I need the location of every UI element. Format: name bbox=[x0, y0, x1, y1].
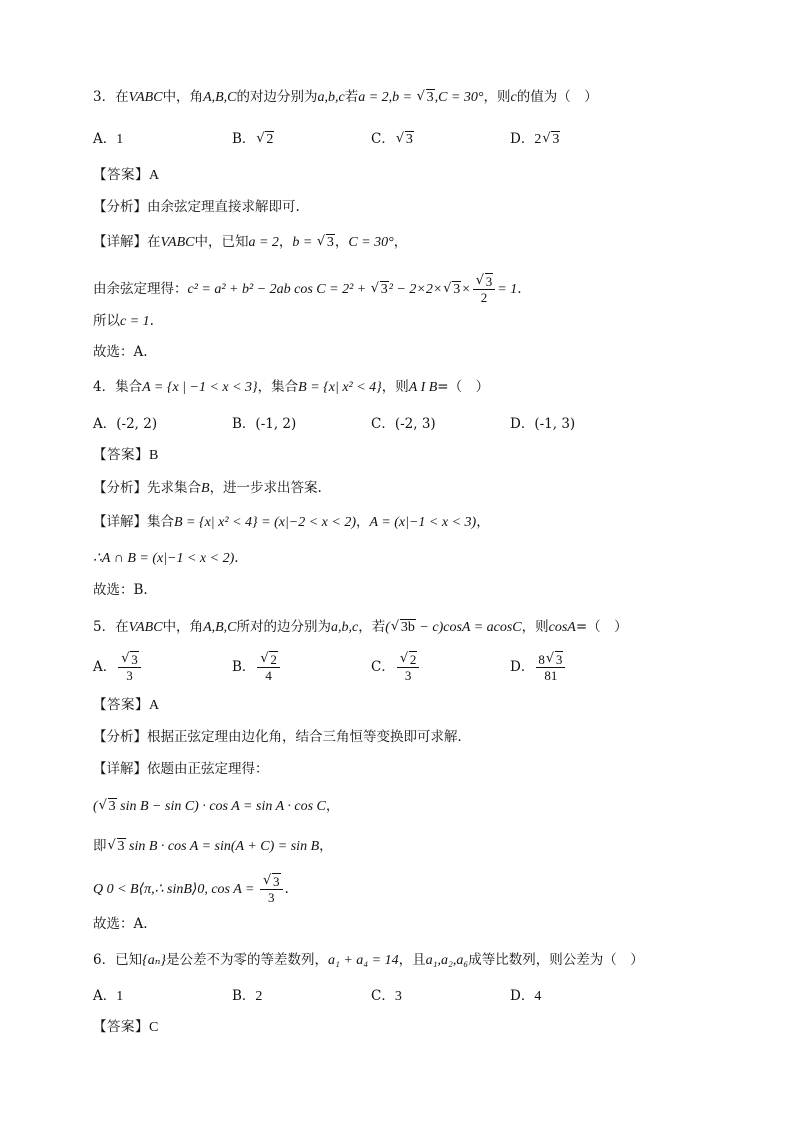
q5-detail-2: (√ 3 sin B − sin C) · cos A = sin A · cos C， bbox=[93, 796, 339, 817]
q3-number: 3． bbox=[93, 89, 116, 105]
q4-analysis: 【分析】先求集合B，进一步求出答案. bbox=[93, 480, 322, 496]
q5-option-d: D． $\frac{8√ 3}{81}$ bbox=[510, 652, 567, 683]
q5-detail-4: Q 0 < B⟨π,∴ sinB⟩0, cos A = √ $\frac{3}{3}$ . bbox=[93, 874, 289, 905]
q5-detail-3: 即√ 3 sin B · cos A = sin(A + C) = sin B， bbox=[93, 836, 333, 857]
q3-option-b: B．√ 2 bbox=[232, 129, 274, 150]
q4-option-c: C．(-2, 3) bbox=[371, 416, 436, 432]
q6-option-a: A．1 bbox=[93, 988, 124, 1004]
q5-option-a: A． √ $\frac{3}{3}$ bbox=[93, 652, 143, 683]
q3-answer: 【答案】A bbox=[93, 167, 160, 183]
q5-option-b: B． √ $\frac{2}{4}$ bbox=[232, 652, 282, 683]
q3-analysis: 【分析】由余弦定理直接求解即可. bbox=[93, 199, 300, 215]
q3-triangle: VABC bbox=[128, 90, 163, 105]
q3-stem: 3．在VABC中，角A,B,C的对边分别为a,b,c若a = 2,b = √ 3,C = 30°，则c的值为（ ） bbox=[93, 87, 598, 108]
q3-option-c: C．√ 3 bbox=[371, 129, 414, 150]
q5-analysis: 【分析】根据正弦定理由边化角，结合三角恒等变换即可求解． bbox=[93, 729, 471, 745]
q4-option-b: B．(-1, 2) bbox=[232, 416, 297, 432]
q5-answer: 【答案】A bbox=[93, 697, 160, 713]
q3-fraction: √ $\frac{3}{2}$ bbox=[473, 274, 496, 305]
q3-sqrt: √ 3 bbox=[417, 88, 435, 108]
q3-detail-3: 所以c = 1. bbox=[93, 313, 154, 329]
q5-stem: 5．在VABC中，角A,B,C所对的边分别为a,b,c，若(√ 3b − c)cosA = acosC，则cosA=（ ） bbox=[93, 617, 628, 638]
q4-detail-2: ∴A ∩ B = (x|−1 < x < 2). bbox=[93, 550, 239, 566]
q6-answer: 【答案】C bbox=[93, 1019, 159, 1035]
q6-stem: 6．已知{aₙ}是公差不为零的等差数列，a₁ + a₄ = 14，且a₁,a₂,a₆成等比数列，则公差为（ ） bbox=[93, 952, 644, 968]
q3-option-a: A．1 bbox=[93, 131, 124, 147]
q3-detail-1: 【详解】在VABC中，已知a = 2，b = √ 3，C = 30°， bbox=[93, 232, 407, 253]
q3-option-d: D．2√ 3 bbox=[510, 129, 560, 150]
q4-detail-1: 【详解】集合B = {x| x² < 4} = (x|−2 < x < 2)，A = (x|−1 < x < 3)， bbox=[93, 514, 490, 530]
q4-option-a: A．(-2, 2) bbox=[93, 416, 158, 432]
q6-option-c: C．3 bbox=[371, 988, 402, 1004]
q6-option-b: B．2 bbox=[232, 988, 263, 1004]
q5-option-c: C． √ $\frac{2}{3}$ bbox=[371, 652, 421, 683]
q3-detail-2: 由余弦定理得：c² = a² + b² − 2ab cos C = 2² + √ 3² − 2×2×√ 3× √ $\frac{3}{2}$ = 1. bbox=[93, 274, 522, 305]
q6-option-d: D．4 bbox=[510, 988, 542, 1004]
q4-answer: 【答案】B bbox=[93, 447, 159, 463]
q3-conclusion: 故选：A. bbox=[93, 344, 148, 360]
q4-stem: 4．集合A = {x | −1 < x < 3}，集合B = {x| x² < 4}，则A I B=（ ） bbox=[93, 379, 490, 395]
q4-option-d: D．(-1, 3) bbox=[510, 416, 576, 432]
q4-conclusion: 故选：B. bbox=[93, 582, 148, 598]
q5-conclusion: 故选：A. bbox=[93, 916, 148, 932]
q5-detail-1: 【详解】依题由正弦定理得： bbox=[93, 761, 269, 777]
